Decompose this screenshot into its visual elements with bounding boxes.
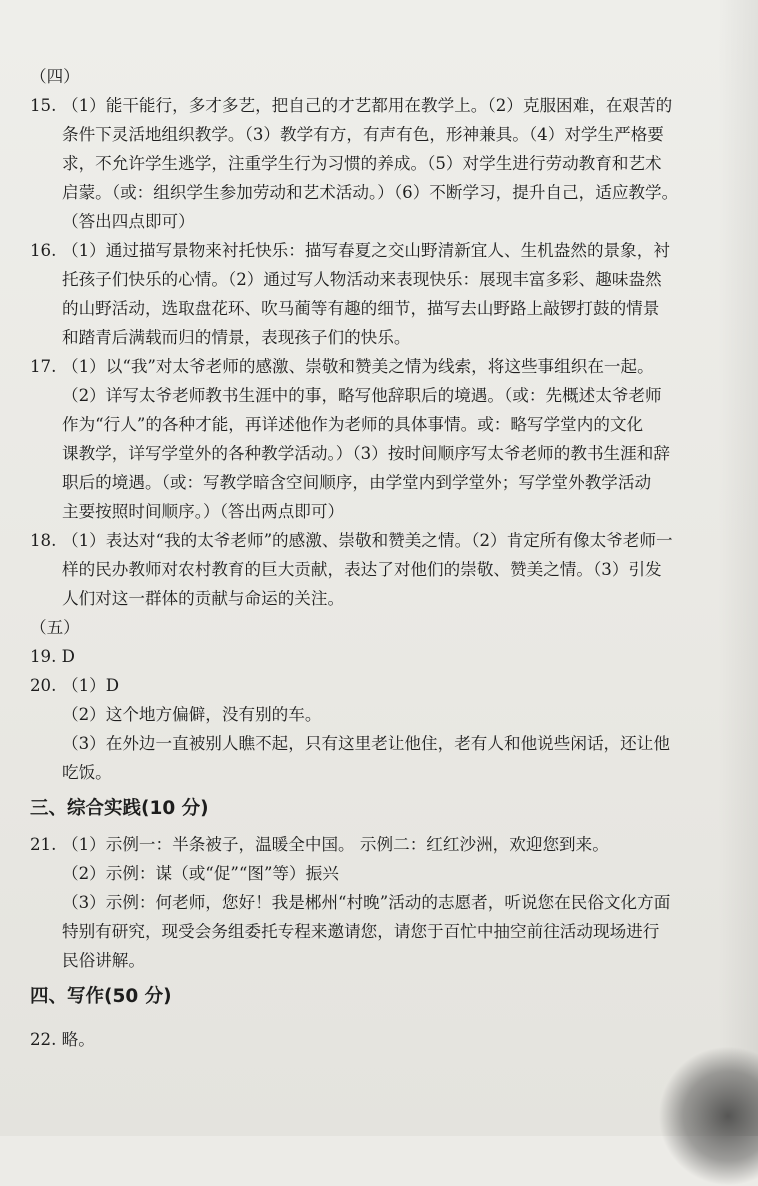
answer-part-1: （1）示例一：半条被子，温暖全中国。 示例二：红红沙洲，欢迎您到来。 bbox=[62, 835, 609, 854]
answer-line: （2）详写太爷老师教书生涯中的事，略写他辞职后的境遇。（或：先概述太爷老师 bbox=[62, 386, 662, 405]
question-number: 20. bbox=[30, 676, 57, 695]
answer-line: 样的民办教师对农村教育的巨大贡献，表达了对他们的崇敬、赞美之情。（3）引发 bbox=[62, 560, 662, 579]
answer-line: 托孩子们快乐的心情。（2）通过写人物活动来表现快乐：展现丰富多彩、趣味盎然 bbox=[62, 270, 662, 289]
answer-line: 的山野活动，选取盘花环、吹马蔺等有趣的细节，描写去山野路上敲锣打鼓的情景 bbox=[62, 299, 660, 318]
answer-line: 作为“行人”的各种才能，再详述他作为老师的具体事情。或：略写学堂内的文化 bbox=[62, 415, 644, 434]
answer-part-3-cont: 特别有研究，现受会务组委托专程来邀请您，请您于百忙中抽空前往活动现场进行 bbox=[62, 922, 660, 941]
answer-part-3: （3）在外边一直被别人瞧不起，只有这里老让他住，老有人和他说些闲话，还让他 bbox=[62, 734, 670, 753]
answer-part-2: （2）示例：谋（或“促”“图”等）振兴 bbox=[62, 864, 339, 883]
question-number: 19. bbox=[30, 647, 57, 666]
question-17 bbox=[30, 352, 715, 526]
answer-part-3-cont: 吃饭。 bbox=[62, 763, 112, 782]
question-15 bbox=[30, 91, 715, 236]
answer-part-2: （2）这个地方偏僻，没有别的车。 bbox=[62, 705, 322, 724]
page-edge-shadow bbox=[718, 0, 758, 1136]
section-four-label: （四） bbox=[30, 67, 80, 86]
answer-key-content bbox=[30, 62, 715, 1054]
section-five-label: （五） bbox=[30, 618, 80, 637]
answer-line: 主要按照时间顺序。）（答出两点即可） bbox=[62, 502, 345, 521]
question-number: 15. bbox=[30, 96, 57, 115]
answer-line: 求，不允许学生逃学，注重学生行为习惯的养成。（5）对学生进行劳动教育和艺术 bbox=[62, 154, 662, 173]
answer-part-3: （3）示例：何老师，您好！我是郴州“村晚”活动的志愿者，听说您在民俗文化方面 bbox=[62, 893, 671, 912]
question-16 bbox=[30, 236, 715, 352]
answer-part-3-cont: 民俗讲解。 bbox=[62, 951, 145, 970]
answer-line: 条件下灵活地组织教学。（3）教学有方，有声有色，形神兼具。（4）对学生严格要 bbox=[62, 125, 664, 144]
answer-text: D bbox=[61, 647, 75, 666]
question-22 bbox=[30, 1025, 715, 1054]
question-number: 18. bbox=[30, 531, 57, 550]
answer-line: 和踏青后满载而归的情景，表现孩子们的快乐。 bbox=[62, 328, 411, 347]
answer-line: （1）通过描写景物来衬托快乐：描写春夏之交山野清新宜人、生机盎然的景象，衬 bbox=[62, 241, 670, 260]
answer-line: 启蒙。（或：组织学生参加劳动和艺术活动。）（6）不断学习，提升自己，适应教学。 bbox=[62, 183, 679, 202]
question-18 bbox=[30, 526, 715, 613]
answer-part-1: （1）D bbox=[62, 676, 120, 695]
question-19 bbox=[30, 642, 715, 671]
answer-note: （答出四点即可） bbox=[62, 212, 195, 231]
answer-line: （1）表达对“我的太爷老师”的感激、崇敬和赞美之情。（2）肯定所有像太爷老师一 bbox=[62, 531, 673, 550]
question-number: 21. bbox=[30, 835, 57, 854]
question-21 bbox=[30, 830, 715, 975]
part-four-heading: 四、写作(50 分) bbox=[30, 986, 172, 1007]
finger-shadow bbox=[658, 1046, 758, 1186]
question-number: 16. bbox=[30, 241, 57, 260]
answer-line: （1）能干能行，多才多艺，把自己的才艺都用在教学上。（2）克服困难，在艰苦的 bbox=[62, 96, 673, 115]
part-three-heading: 三、综合实践(10 分) bbox=[30, 798, 209, 819]
answer-line: 人们对这一群体的贡献与命运的关注。 bbox=[62, 589, 345, 608]
answer-line: 课教学，详写学堂外的各种教学活动。）（3）按时间顺序写太爷老师的教书生涯和辞 bbox=[62, 444, 670, 463]
answer-line: （1）以“我”对太爷老师的感激、崇敬和赞美之情为线索，将这些事组织在一起。 bbox=[62, 357, 654, 376]
question-number: 22. bbox=[30, 1030, 57, 1049]
question-20 bbox=[30, 671, 715, 787]
answer-text: 略。 bbox=[61, 1030, 95, 1049]
question-number: 17. bbox=[30, 357, 57, 376]
answer-line: 职后的境遇。（或：写教学暗含空间顺序，由学堂内到学堂外；写学堂外教学活动 bbox=[62, 473, 652, 492]
